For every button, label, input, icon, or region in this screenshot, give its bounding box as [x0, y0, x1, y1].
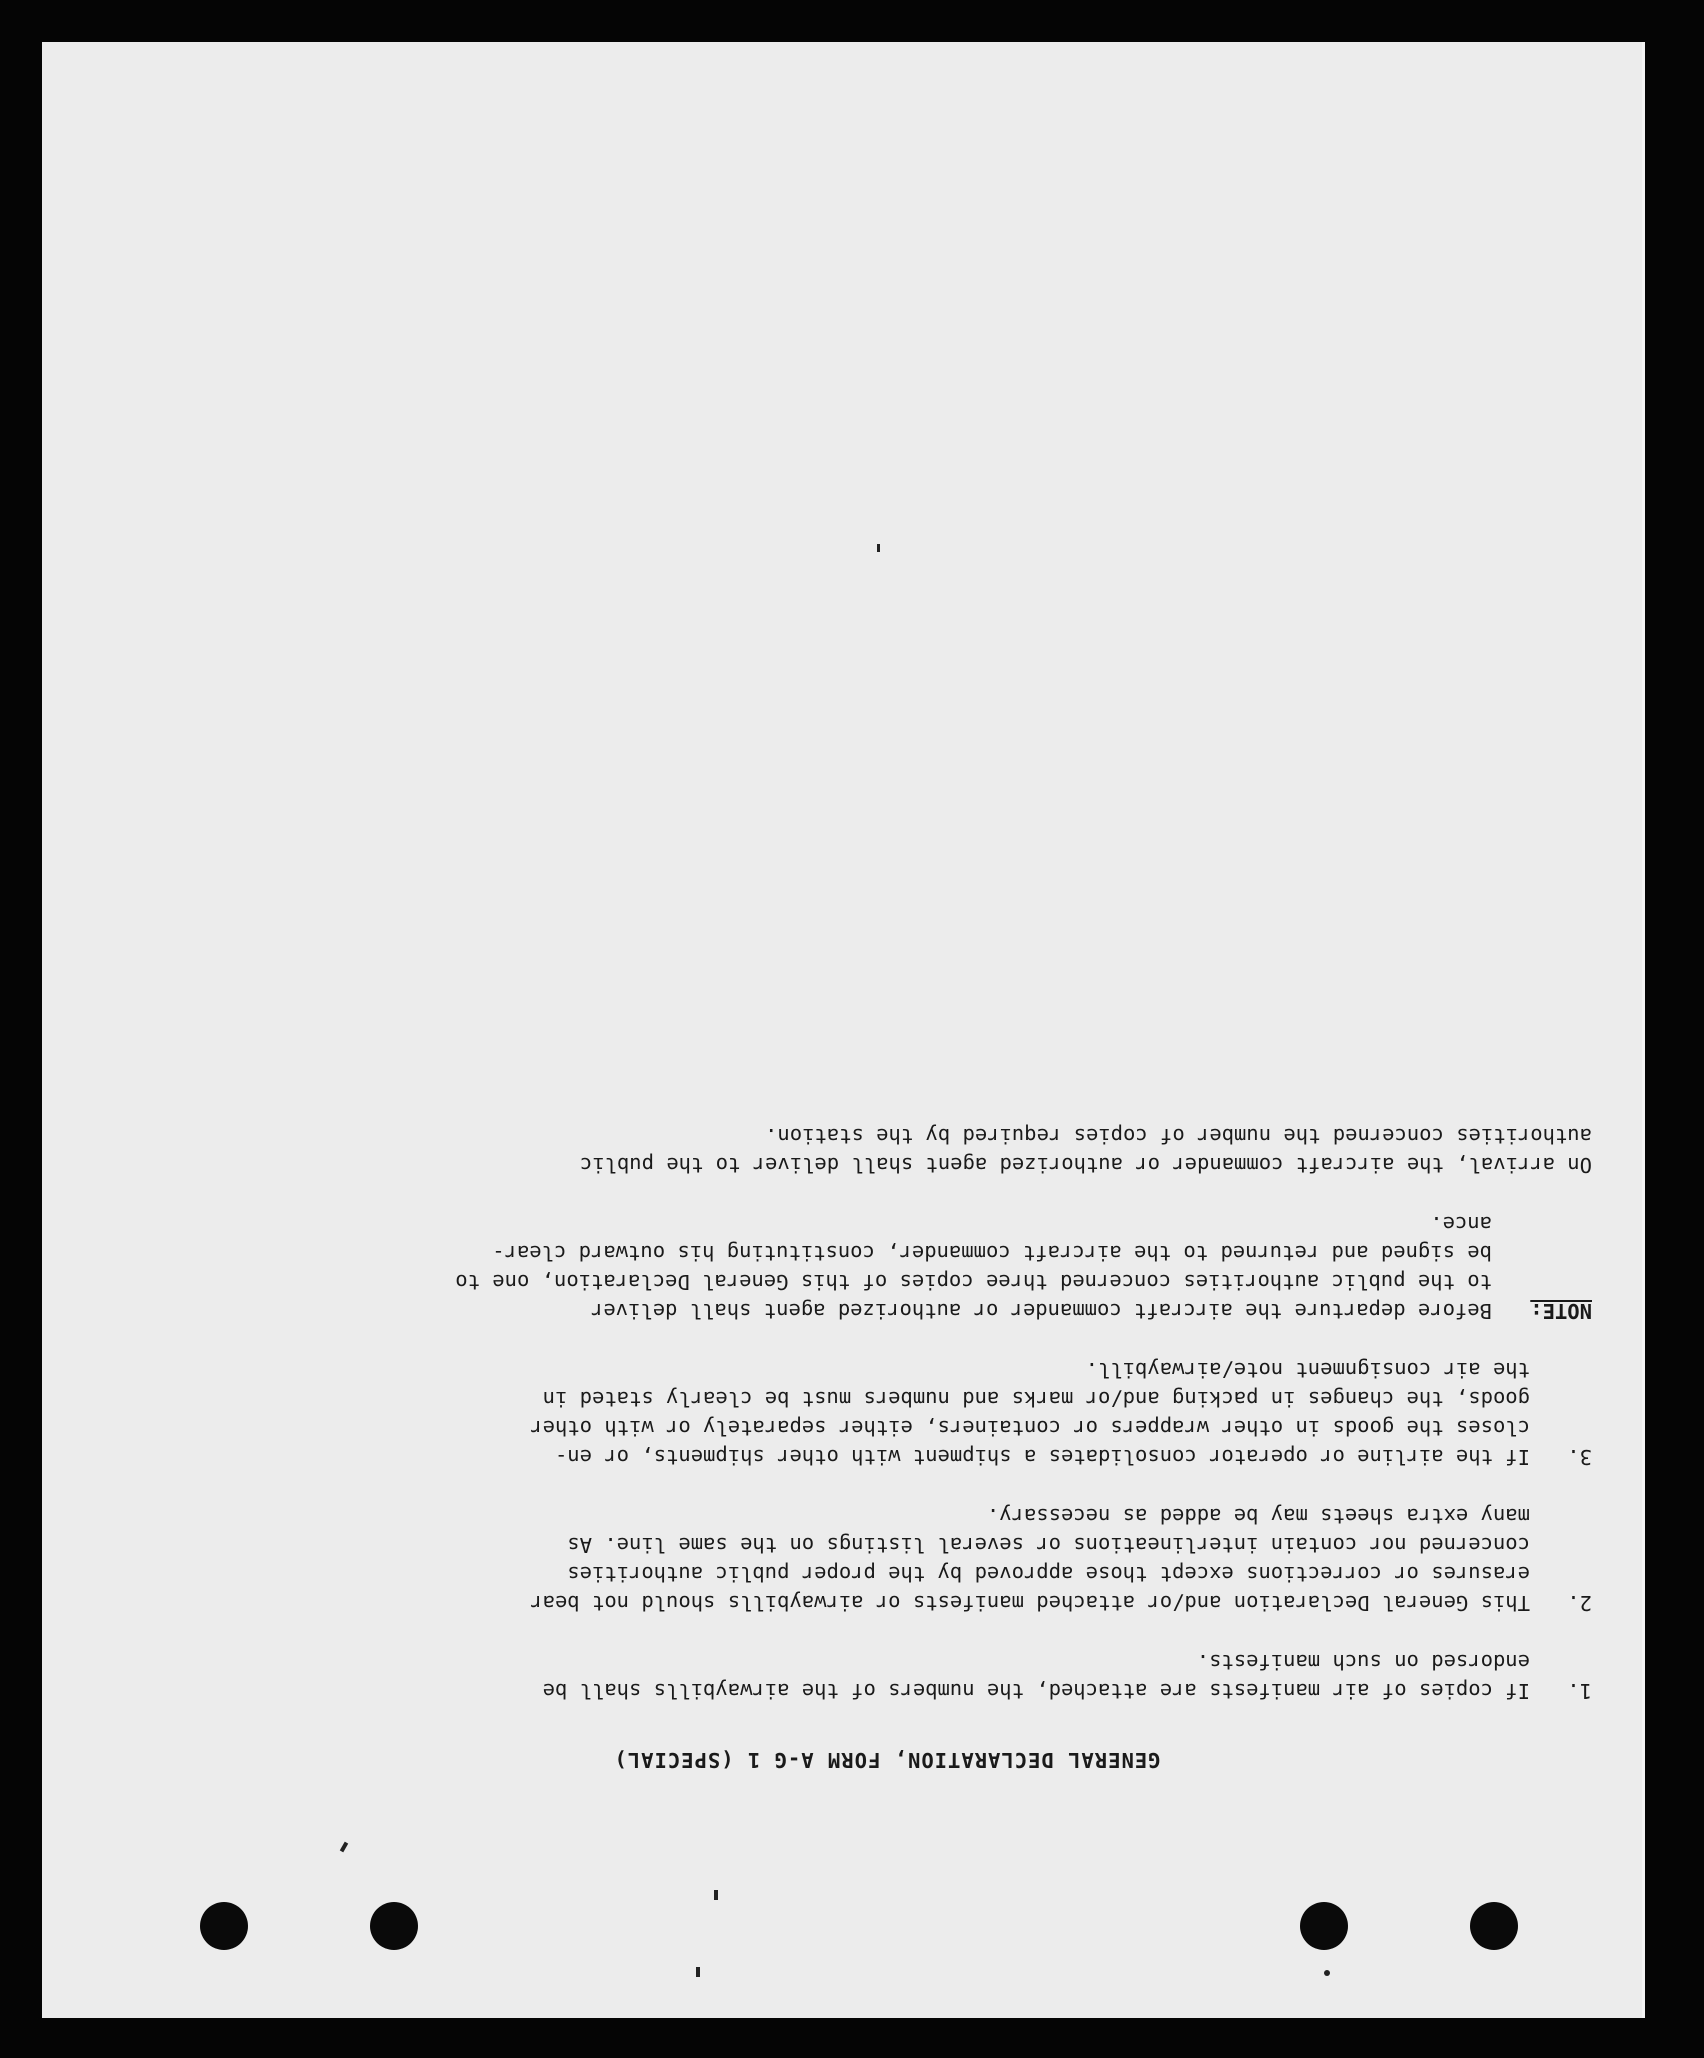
declaration-text-block: [222, 1054, 1592, 1774]
item-number: 1.: [1567, 1679, 1592, 1703]
punch-hole: [370, 1902, 418, 1950]
item-text: If the airline or operator consolidates a shipment with other shipments, or en- closes the goods in other wrappers or containers, either separately or with other goods, the changes in packing and/or marks and numbers must be clearly stated in the air consignment note/airwaybill.: [530, 1358, 1530, 1469]
list-item: [222, 1647, 1592, 1705]
note-label: NOTE:: [1530, 1299, 1592, 1323]
page-title: GENERAL DECLARATION, FORM A-G 1 (SPECIAL): [613, 1748, 1161, 1772]
item-number: 3.: [1567, 1445, 1592, 1469]
scan-speck: [340, 1842, 348, 1853]
closing-paragraph: On arrival, the aircraft commander or authorized agent shall deliver to the public authorities concerned the number of copies required by the station.: [579, 1124, 1592, 1177]
list-item: [222, 1501, 1592, 1617]
item-text: If copies of air manifests are attached, the numbers of the airwaybills shall be endorsed on such manifests.: [542, 1650, 1530, 1703]
note-paragraph: [222, 1209, 1592, 1325]
punch-hole: [1470, 1902, 1518, 1950]
list-item: [222, 1355, 1592, 1471]
item-text: This General Declaration and/or attached manifests or airwaybills should not bear erasures or corrections except those approved by the proper public authorities concerned nor contain interlineations or several listings on the same line. As many extra sheets may be added as necessary.: [530, 1504, 1530, 1615]
scan-speck: [714, 1890, 718, 1900]
scanned-page: [42, 42, 1645, 2018]
punch-hole: [1300, 1902, 1348, 1950]
item-number: 2.: [1567, 1591, 1592, 1615]
scan-speck: [696, 1967, 700, 1977]
scan-speck: [877, 544, 880, 552]
punch-hole: [200, 1902, 248, 1950]
note-text: Before departure the aircraft commander or authorized agent shall deliver to the public authorities concerned three copies of this General Declaration, one to be signed and returned to the aircraft commander, constituting his outward clear- ance.: [455, 1212, 1492, 1323]
scan-speck: [1324, 1970, 1330, 1976]
